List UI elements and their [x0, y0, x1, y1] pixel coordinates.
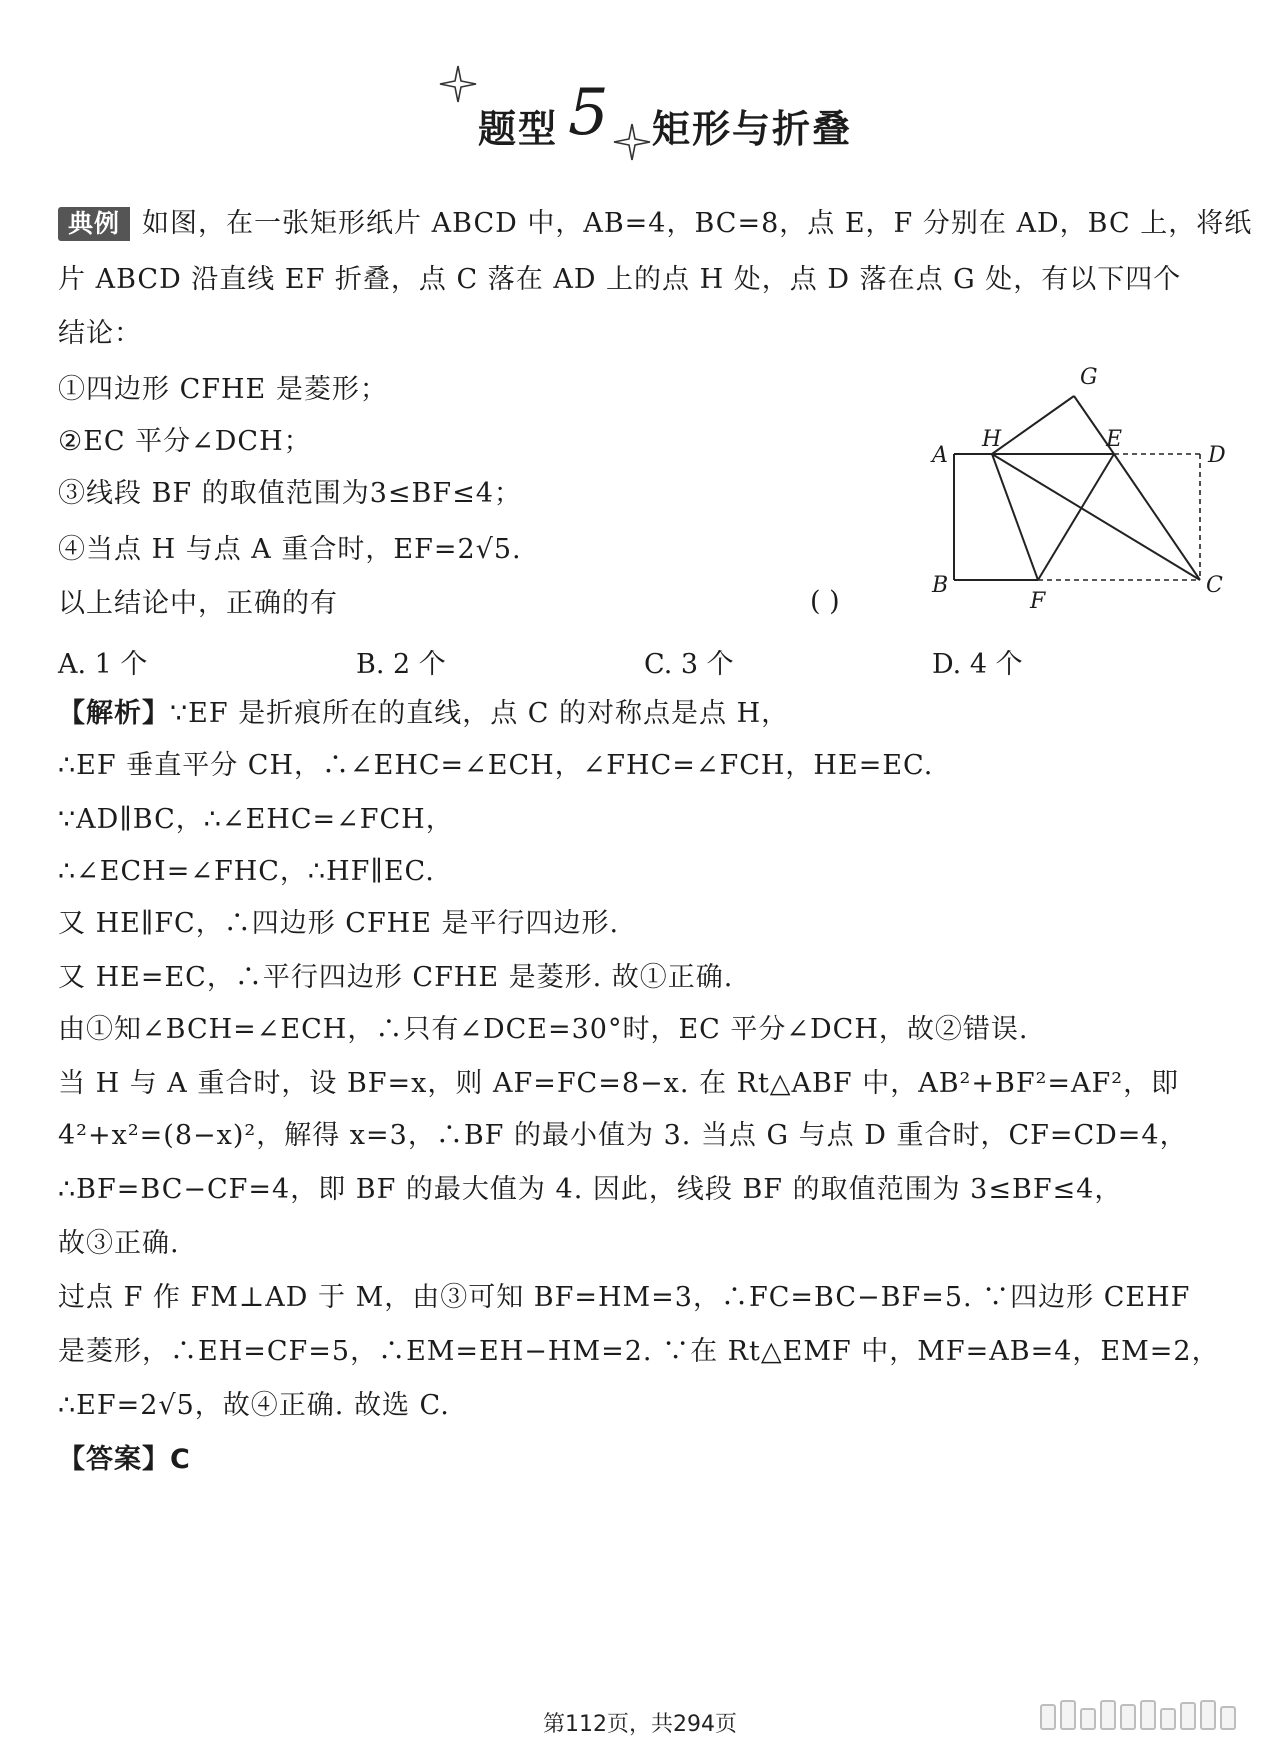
label-a: A: [932, 443, 948, 468]
solution-line: ∴BF=BC−CF=4，即 BF 的最大值为 4. 因此，线段 BF 的取值范围为 3≤BF≤4，: [58, 1174, 1123, 1205]
title-prefix: 题型: [478, 107, 559, 151]
solution-line: 当 H 与 A 重合时，设 BF=x，则 AF=FC=8−x. 在 Rt△ABF 中，AB²+BF²=AF²，即: [58, 1068, 1180, 1099]
conclusion-3: ③线段 BF 的取值范围为3≤BF≤4；: [58, 478, 522, 509]
option-d: D. 4 个: [932, 649, 1023, 680]
problem-line: 结论：: [58, 318, 142, 349]
answer-blank: ( ): [810, 586, 840, 617]
title-number: 5: [568, 76, 609, 150]
label-h: H: [982, 427, 1002, 452]
problem-line: 片 ABCD 沿直线 EF 折叠，点 C 落在 AD 上的点 H 处，点 D 落在点 G 处，有以下四个: [58, 264, 1182, 295]
solution-line: 又 HE=EC，∴平行四边形 CFHE 是菱形. 故①正确.: [58, 962, 734, 993]
title-text: 矩形与折叠: [652, 107, 853, 151]
sparkle-icon: [612, 122, 652, 162]
label-c: C: [1206, 573, 1223, 598]
solution-line: 由①知∠BCH=∠ECH，∴只有∠DCE=30°时，EC 平分∠DCH，故②错误.: [58, 1014, 1029, 1045]
solution-line: 是菱形，∴EH=CF=5，∴EM=EH−HM=2. ∵在 Rt△EMF 中，MF=AB=4，EM=2，: [58, 1336, 1220, 1367]
conclusion-2: ②EC 平分∠DCH；: [58, 426, 312, 457]
label-b: B: [932, 573, 949, 598]
solution-line: 故③正确.: [58, 1228, 180, 1259]
conclusion-4: ④当点 H 与点 A 重合时，EF=2√5.: [58, 534, 522, 565]
question-line: 以上结论中，正确的有: [58, 588, 338, 619]
solution-line: 4²+x²=(8−x)²，解得 x=3，∴BF 的最小值为 3. 当点 G 与点 D 重合时，CF=CD=4，: [58, 1120, 1188, 1151]
solution-line: 过点 F 作 FM⊥AD 于 M，由③可知 BF=HM=3，∴FC=BC−BF=5. ∵四边形 CEHF: [58, 1282, 1191, 1313]
page-indicator: 第112页，共294页: [543, 1712, 737, 1737]
segment-hf: [992, 454, 1038, 580]
segment-hc: [992, 454, 1200, 580]
example-badge: 典例: [58, 207, 130, 241]
segment-ef: [1038, 454, 1114, 580]
label-d: D: [1208, 443, 1226, 468]
solution-line: ∴EF=2√5，故④正确. 故选 C.: [58, 1390, 450, 1421]
solution-line: ∴EF 垂直平分 CH，∴∠EHC=∠ECH，∠FHC=∠FCH，HE=EC.: [58, 750, 934, 781]
problem-line: 典例 如图，在一张矩形纸片 ABCD 中，AB=4，BC=8，点 E，F 分别在 AD，BC 上，将纸: [58, 206, 1252, 242]
solution-line: 又 HE∥FC，∴四边形 CFHE 是平行四边形.: [58, 908, 620, 939]
label-e: E: [1106, 427, 1123, 452]
answer-line: [58, 1442, 191, 1478]
section-title: [0, 72, 1280, 182]
geometry-figure: [920, 366, 1240, 616]
option-c: C. 3 个: [644, 649, 734, 680]
sparkle-icon: [438, 64, 478, 104]
option-b: B. 2 个: [356, 649, 446, 680]
answer-value: C: [170, 1444, 191, 1475]
solution-line: ∵AD∥BC，∴∠EHC=∠FCH，: [58, 804, 454, 835]
segment-hg: [992, 396, 1074, 454]
solution-label: 【解析】: [58, 698, 170, 729]
segment-ec: [1114, 454, 1200, 580]
label-f: F: [1030, 589, 1046, 614]
solution-line: 【解析】∵EF 是折痕所在的直线，点 C 的对称点是点 H，: [58, 698, 790, 729]
option-a: A. 1 个: [58, 649, 148, 680]
conclusion-1: ①四边形 CFHE 是菱形；: [58, 374, 388, 405]
solution-line: ∴∠ECH=∠FHC，∴HF∥EC.: [58, 856, 435, 887]
label-g: G: [1080, 366, 1098, 390]
answer-label: 【答案】: [58, 1444, 170, 1475]
